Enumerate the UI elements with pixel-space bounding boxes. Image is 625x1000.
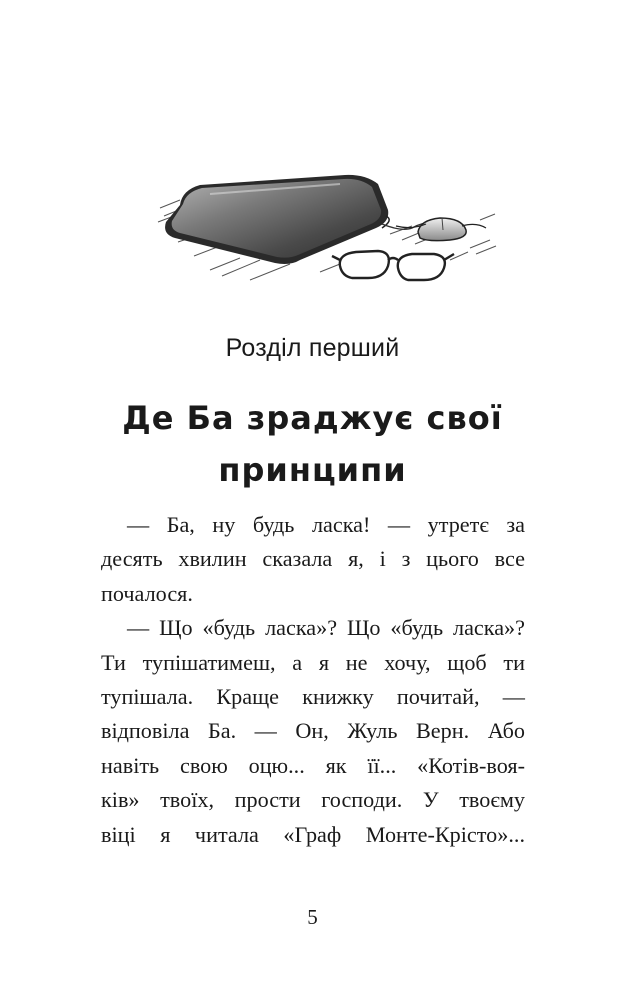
text-line: тупішала. Краще книжку почитай, — [101,684,525,710]
paragraph [101,508,525,611]
text-line: віці я читала «Граф Монте-Крісто»... [101,821,525,847]
glasses-icon [332,251,454,280]
text-line: — Ба, ну будь ласка! — утретє за [127,512,525,537]
text-line: десять хвилин сказала я, і з цього все [101,546,525,572]
chapter-title-line: принципи [218,451,407,489]
text-line: почалося. [101,580,193,606]
chapter-label: Розділ перший [225,334,400,362]
text-line: ків» твоїх, прости господи. У твоєму [101,787,525,813]
page-number: 5 [307,905,318,929]
chapter-title [60,392,565,496]
text-line: навіть свою оцю... як її... «Котів-воя- [101,752,525,778]
text-line: — Що «будь ласка»? Що «будь ласка»? [127,615,525,641]
text-line: відповіла Ба. — Он, Жуль Верн. Або [101,718,525,744]
chapter-title-line: Де Ба зраджує свої [122,399,503,437]
text-line: Ти тупішатимеш, а я не хочу, щоб ти [101,649,525,675]
chapter-body [101,508,525,852]
paragraph [101,611,525,852]
tablet-icon [165,175,389,264]
chapter-illustration [150,160,500,300]
